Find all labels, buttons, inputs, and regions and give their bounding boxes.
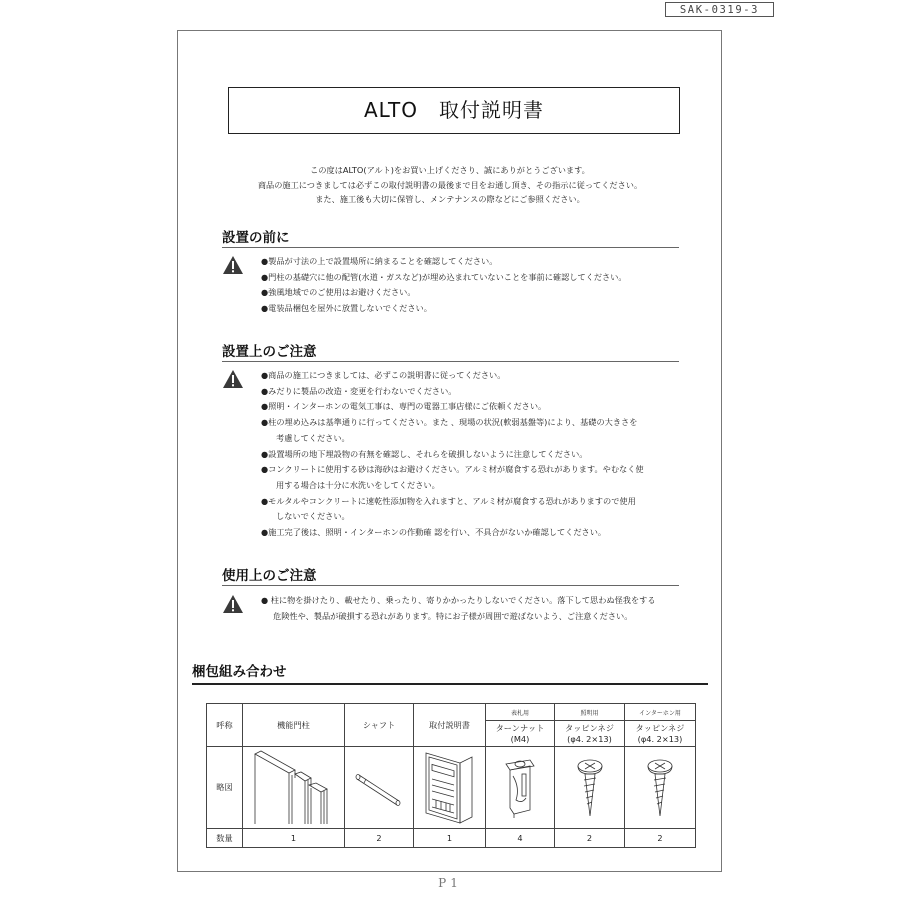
list-item: ● 柱に物を掛けたり、載せたり、乗ったり、寄りかかったりしないでください。落下して思わぬ怪我をする	[261, 595, 656, 605]
row-label-diagram: 略図	[207, 747, 243, 829]
list-item-continuation: しないでください。	[276, 511, 350, 522]
item-quantity: 1	[243, 829, 345, 848]
item-spec: (φ4. 2×13)	[567, 733, 612, 744]
gate-post-icon	[249, 748, 339, 826]
item-spec: (M4)	[510, 733, 530, 744]
intro-text	[200, 163, 700, 207]
tapping-screw-icon	[640, 754, 680, 820]
item-name: シャフト	[345, 704, 414, 747]
list-item: ●みだりに製品の改造・変更を行わないでください。	[261, 385, 457, 396]
section-list-usage-caution	[261, 593, 691, 624]
item-quantity: 2	[555, 829, 625, 848]
list-item: ●柱の埋め込みは基準通りに行ってください。また 、現場の状況(軟弱基盤等)により、基礎の大きさを	[261, 417, 638, 428]
item-name-spec	[625, 721, 696, 747]
warning-icon	[222, 369, 244, 389]
list-item: ●施工完了後は、照明・インターホンの作動確 認を行い、不具合がないか確認してください。	[261, 527, 607, 538]
item-quantity: 4	[486, 829, 555, 848]
list-item-continuation: 考慮してください。	[276, 432, 350, 443]
intro-line: 商品の施工につきましては必ずこの取付説明書の最後まで目をお通し頂き、その指示に従ってください。	[257, 179, 643, 190]
section-heading-usage-caution: 使用上のご注意	[222, 568, 679, 586]
diagram-cell	[486, 747, 555, 829]
row-label-name: 呼称	[207, 704, 243, 747]
document-code: SAK-0319-3	[665, 2, 774, 17]
item-name: 機能門柱	[243, 704, 345, 747]
row-label-quantity: 数量	[207, 829, 243, 848]
intro-line: この度はALTO(アルト)をお買い上げくださり、誠にありがとうございます。	[310, 165, 590, 175]
list-item: ●電装品梱包を屋外に放置しないでください。	[261, 303, 432, 314]
item-name: タッピンネジ	[565, 722, 614, 733]
item-quantity: 2	[345, 829, 414, 848]
warning-icon	[222, 594, 244, 614]
item-quantity: 2	[625, 829, 696, 848]
section-heading-install-caution: 設置上のご注意	[222, 344, 679, 362]
item-name: タッピンネジ	[635, 722, 685, 733]
manual-icon	[420, 749, 480, 825]
section-heading-before-install: 設置の前に	[222, 230, 679, 248]
section-list-before-install	[261, 254, 691, 317]
page-title: ALTO 取付説明書	[228, 87, 680, 134]
list-item: ●商品の施工につきましては、必ずこの説明書に従ってください。	[261, 370, 506, 380]
item-quantity: 1	[414, 829, 486, 848]
list-item: ●強風地域でのご使用はお避けください。	[261, 287, 416, 298]
item-name-spec	[486, 721, 555, 747]
diagram-cell	[555, 747, 625, 829]
list-item: ●照明・インターホンの電気工事は、専門の電器工事店様にご依頼ください。	[261, 401, 547, 412]
list-item: ●製品が寸法の上で設置場所に納まることを確認してください。	[261, 256, 498, 266]
warning-icon	[222, 255, 244, 275]
package-contents-table	[206, 703, 696, 848]
tapping-screw-icon	[570, 754, 610, 820]
item-usage: インターホン用	[625, 704, 696, 721]
diagram-cell	[414, 747, 486, 829]
intro-line: また、施工後も大切に保管し、メンテナンスの際などにご参照ください。	[315, 194, 585, 204]
section-list-install-caution	[261, 368, 691, 541]
list-item-continuation: 用する場合は十分に水洗いをしてください。	[276, 479, 440, 490]
page-number: P1	[438, 876, 462, 890]
item-name-spec	[555, 721, 625, 747]
diagram-cell	[625, 747, 696, 829]
item-usage: 表札用	[486, 704, 555, 721]
list-item: ●コンクリートに使用する砂は海砂はお避けください。アルミ材が腐食する恐れがあります。やむなく使	[261, 464, 644, 475]
list-item: ●モルタルやコンクリートに速乾性添加物を入れますと、アルミ材が腐食する恐れがありますので使用	[261, 495, 636, 506]
item-usage: 照明用	[555, 704, 625, 721]
item-name: 取付説明書	[414, 704, 486, 747]
item-spec: (φ4. 2×13)	[637, 733, 683, 744]
diagram-cell	[243, 747, 345, 829]
list-item-continuation: 危険性や、製品が破損する恐れがあります。特にお子様が周囲で遊ばないよう、ご注意ください。	[273, 610, 633, 621]
list-item: ●門柱の基礎穴に他の配管(水道・ガスなど)が埋め込まれていないことを事前に確認してください。	[261, 271, 627, 282]
item-name: ターンナット	[495, 722, 545, 733]
section-heading-package-contents: 梱包組み合わせ	[192, 664, 708, 685]
list-item: ●設置場所の地下埋設物の有無を確認し、それらを破損しないように注意してください。	[261, 448, 588, 459]
diagram-cell	[345, 747, 414, 829]
shaft-icon	[349, 757, 409, 817]
turn-nut-icon	[500, 754, 540, 820]
